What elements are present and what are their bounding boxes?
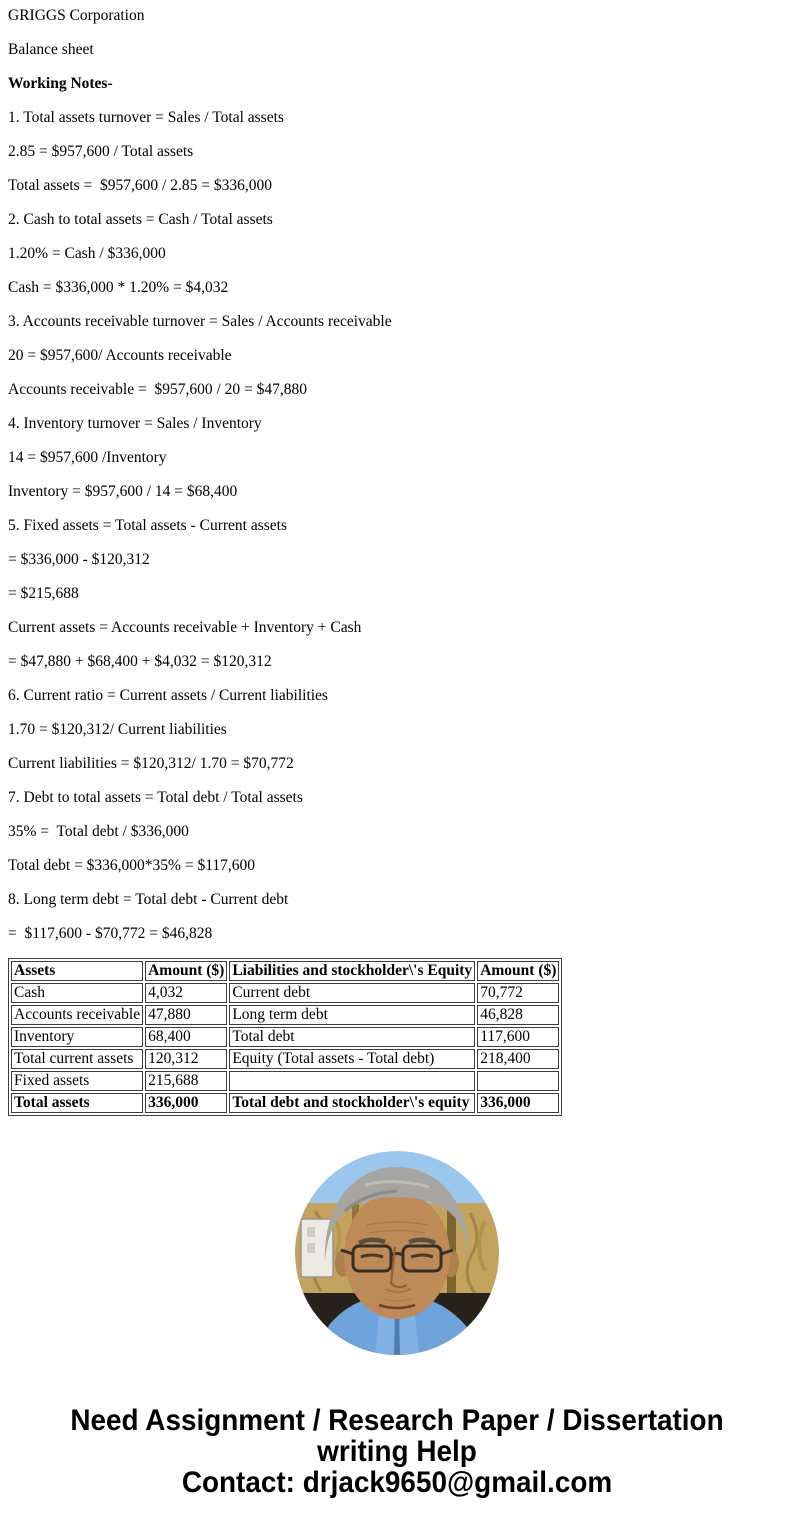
note-line: 1.70 = $120,312/ Current liabilities: [8, 721, 227, 738]
note-line: Inventory = $957,600 / 14 = $68,400: [8, 483, 238, 500]
table-cell: Current debt: [229, 983, 475, 1003]
balance-sheet-table: [8, 958, 562, 1116]
table-cell: Equity (Total assets - Total debt): [229, 1049, 475, 1069]
note-line: 2. Cash to total assets = Cash / Total assets: [8, 211, 273, 228]
profile-photo: [295, 1151, 499, 1355]
column-header: Amount ($): [477, 961, 559, 981]
note-line: 14 = $957,600 /Inventory: [8, 449, 167, 466]
table-cell: Fixed assets: [11, 1071, 143, 1091]
table-row: [11, 1071, 559, 1091]
table-cell: 68,400: [145, 1027, 227, 1047]
working-notes-heading: Working Notes-: [8, 75, 113, 92]
table-cell: 336,000: [477, 1093, 559, 1113]
table-body: [11, 983, 559, 1113]
working-notes: [8, 108, 786, 943]
note-line: Current liabilities = $120,312/ 1.70 = $70,772: [8, 755, 294, 772]
table-total-row: [11, 1093, 559, 1113]
table-cell: Accounts receivable: [11, 1005, 143, 1025]
column-header: Amount ($): [145, 961, 227, 981]
table-cell: Long term debt: [229, 1005, 475, 1025]
footer-banner: [35, 1405, 759, 1498]
note-line: 1.20% = Cash / $336,000: [8, 245, 166, 262]
note-line: 3. Accounts receivable turnover = Sales / Accounts receivable: [8, 313, 392, 330]
table-cell: 215,688: [145, 1071, 227, 1091]
table-cell: Inventory: [11, 1027, 143, 1047]
note-line: Accounts receivable = $957,600 / 20 = $47,880: [8, 381, 308, 398]
note-line: = $336,000 - $120,312: [8, 551, 150, 568]
note-line: = $215,688: [8, 585, 79, 602]
footer-line-1: Need Assignment / Research Paper / Dissertation: [70, 1404, 724, 1437]
note-line: = $47,880 + $68,400 + $4,032 = $120,312: [8, 653, 272, 670]
document-subtitle: Balance sheet: [8, 41, 94, 58]
table-cell: 70,772: [477, 983, 559, 1003]
table-cell: Total assets: [11, 1093, 143, 1113]
note-line: 2.85 = $957,600 / Total assets: [8, 143, 194, 160]
note-line: Total debt = $336,000*35% = $117,600: [8, 857, 256, 874]
note-line: = $117,600 - $70,772 = $46,828: [8, 925, 213, 942]
note-line: 6. Current ratio = Current assets / Current liabilities: [8, 687, 328, 704]
footer-contact-email: Contact: drjack9650@gmail.com: [181, 1466, 613, 1499]
note-line: 8. Long term debt = Total debt - Current debt: [8, 891, 289, 908]
table-cell: 120,312: [145, 1049, 227, 1069]
table-row: [11, 1005, 559, 1025]
table-row: [11, 1049, 559, 1069]
note-line: 1. Total assets turnover = Sales / Total assets: [8, 109, 284, 126]
portrait-illustration: [295, 1151, 499, 1355]
note-line: 7. Debt to total assets = Total debt / Total assets: [8, 789, 303, 806]
table-cell: Total debt and stockholder\'s equity: [229, 1093, 475, 1113]
table-cell: 218,400: [477, 1049, 559, 1069]
table-cell: [229, 1071, 475, 1091]
footer-line-2: writing Help: [317, 1435, 477, 1468]
note-line: 4. Inventory turnover = Sales / Inventory: [8, 415, 262, 432]
table-header-row: [11, 961, 559, 981]
note-line: 35% = Total debt / $336,000: [8, 823, 189, 840]
table-cell: Total debt: [229, 1027, 475, 1047]
table-cell: 4,032: [145, 983, 227, 1003]
note-line: Cash = $336,000 * 1.20% = $4,032: [8, 279, 229, 296]
document-title: GRIGGS Corporation: [8, 7, 145, 24]
column-header: Assets: [11, 961, 143, 981]
table-cell: 336,000: [145, 1093, 227, 1113]
note-line: Total assets = $957,600 / 2.85 = $336,000: [8, 177, 272, 194]
column-header: Liabilities and stockholder\'s Equity: [229, 961, 475, 981]
table-cell: Total current assets: [11, 1049, 143, 1069]
table-cell: 47,880: [145, 1005, 227, 1025]
table-cell: 46,828: [477, 1005, 559, 1025]
table-row: [11, 983, 559, 1003]
table-cell: Cash: [11, 983, 143, 1003]
note-line: 5. Fixed assets = Total assets - Current assets: [8, 517, 288, 534]
table-cell: 117,600: [477, 1027, 559, 1047]
table-row: [11, 1027, 559, 1047]
note-line: 20 = $957,600/ Accounts receivable: [8, 347, 232, 364]
photo-container: [8, 1151, 786, 1355]
note-line: Current assets = Accounts receivable + Inventory + Cash: [8, 619, 362, 636]
table-cell: [477, 1071, 559, 1091]
